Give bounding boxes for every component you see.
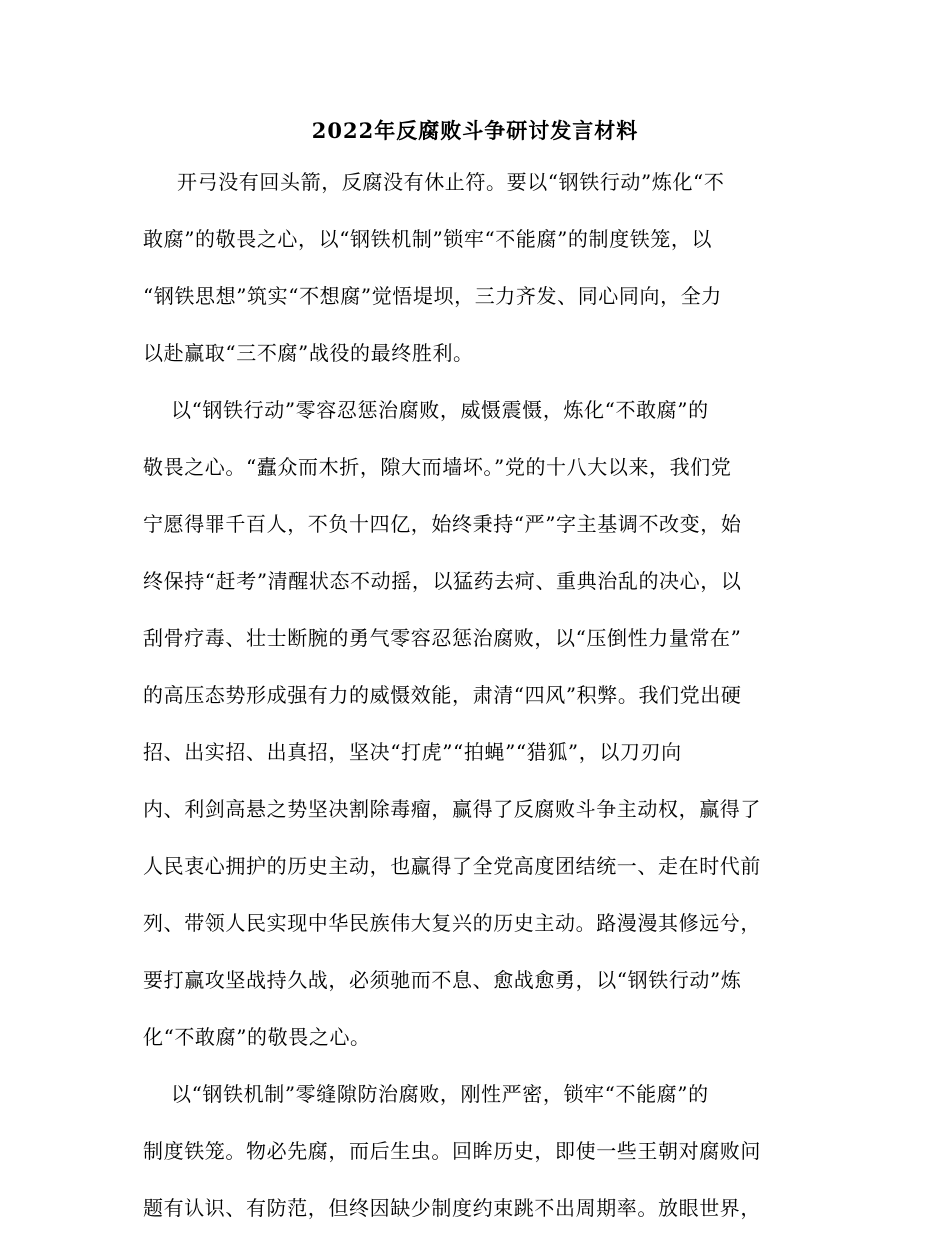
body-line: 招、出实招、出真招，坚决“打虎”“拍蝇”“猎狐”，以刀刃向 [143,740,682,764]
body-line: 人民衷心拥护的历史主动，也赢得了全党高度团结统一、走在时代前 [143,854,761,878]
body-line: 以“钢铁行动”零容忍惩治腐败，威慑震慑，炼化“不敢腐”的 [171,398,709,422]
body-line: 制度铁笼。物必先腐，而后生虫。回眸历史，即使一些王朝对腐败问 [143,1139,761,1163]
body-line: 列、带领人民实现中华民族伟大复兴的历史主动。路漫漫其修远兮， [143,911,761,935]
body-line: 敬畏之心。“蠹众而木折，隙大而墙坏。”党的十八大以来，我们党 [143,455,732,479]
body-line: 要打赢攻坚战持久战，必须驰而不息、愈战愈勇，以“钢铁行动”炼 [143,968,742,992]
body-line: 刮骨疗毒、壮士断腕的勇气零容忍惩治腐败，以“压倒性力量常在” [143,626,742,650]
body-line: “钢铁思想”筑实“不想腐”觉悟堤坝，三力齐发、同心同向，全力 [143,284,722,308]
body-line: 内、利剑高悬之势坚决割除毒瘤，赢得了反腐败斗争主动权，赢得了 [143,797,761,821]
body-line: 敢腐”的敬畏之心，以“钢铁机制”锁牢“不能腐”的制度铁笼，以 [143,227,713,251]
body-line: 以“钢铁机制”零缝隙防治腐败，刚性严密，锁牢“不能腐”的 [171,1082,709,1106]
body-line: 的高压态势形成强有力的威慑效能，肃清“四风”积弊。我们党出硬 [143,683,742,707]
document-body [143,168,803,1251]
document-title: 2022年反腐败斗争研讨发言材料 [311,118,639,143]
body-line: 题有认识、有防范，但终因缺少制度约束跳不出周期率。放眼世界， [143,1196,761,1220]
body-line: 终保持“赶考”清醒状态不动摇，以猛药去疴、重典治乱的决心，以 [143,569,742,593]
body-line: 化“不敢腐”的敬畏之心。 [143,1025,371,1049]
body-line: 宁愿得罪千百人，不负十四亿，始终秉持“严”字主基调不改变，始 [143,512,742,536]
body-line: 开弓没有回头箭，反腐没有休止符。要以“钢铁行动”炼化“不 [177,170,725,194]
body-line: 以赴赢取“三不腐”战役的最终胜利。 [143,341,474,365]
